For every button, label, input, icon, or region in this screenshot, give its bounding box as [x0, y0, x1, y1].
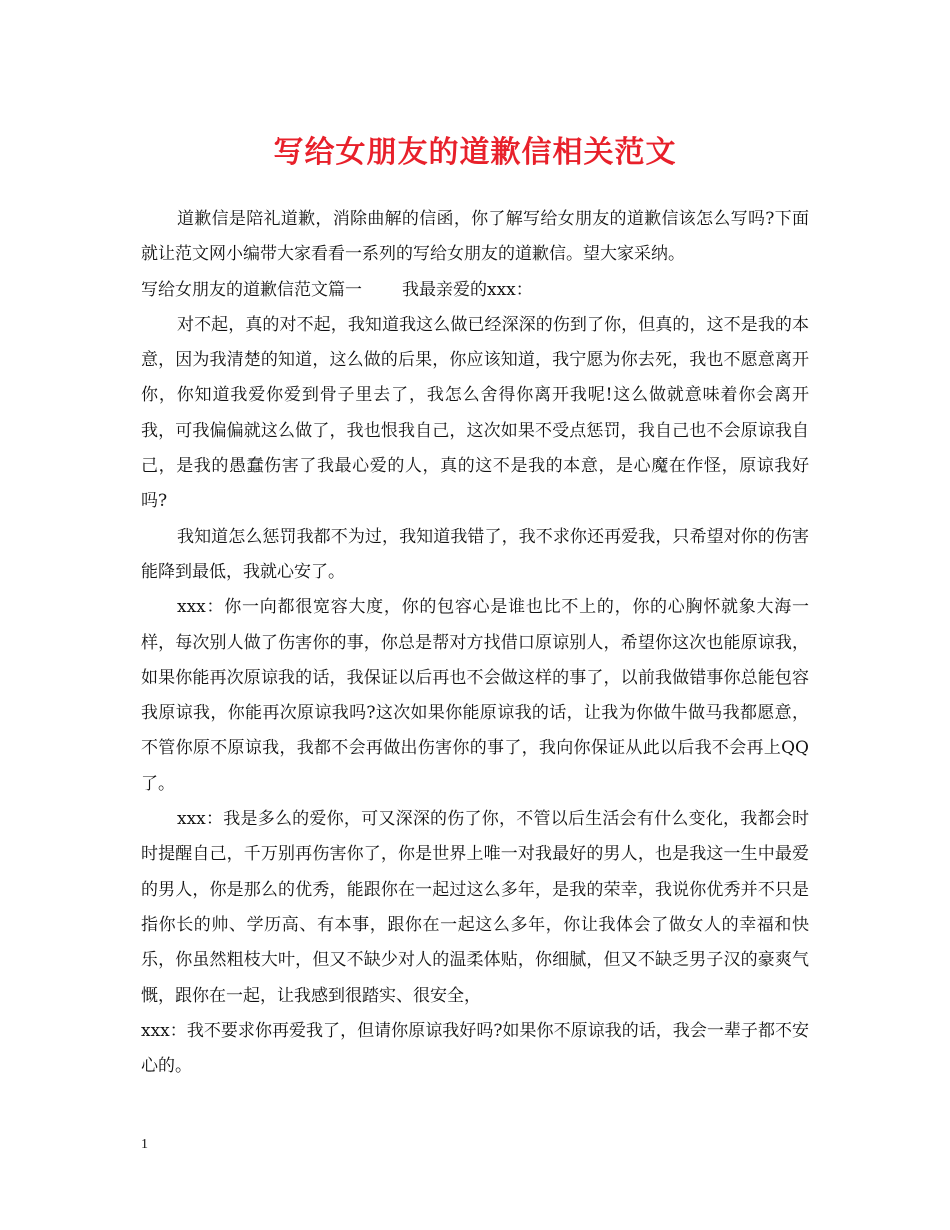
sample-heading: 写给女朋友的道歉信范文篇一 [141, 279, 362, 300]
sample-heading-line [141, 273, 809, 308]
document-title: 写给女朋友的道歉信相关范文 [273, 135, 677, 170]
intro-paragraph: 道歉信是陪礼道歉，消除曲解的信函，你了解写给女朋友的道歉信该怎么写吗?下面就让范文网小编带大家看看一系列的写给女朋友的道歉信。望大家采纳。 [141, 209, 809, 265]
salutation: 我最亲爱的xxx： [402, 279, 533, 300]
body-paragraph: xxx：我是多么的爱你，可又深深的伤了你，不管以后生活会有什么变化，我都会时时提醒自己，千万别再伤害你了，你是世界上唯一对我最好的男人，也是我这一生中最爱的男人，你是那么的优秀，能跟你在一起过这么多年，是我的荣幸，我说你优秀并不只是指你长的帅、学历高、有本事，跟你在一起这么多年，你让我体会了做女人的幸福和快乐，你虽然粗枝大叶，但又不缺少对人的温柔体贴，你细腻，但又不缺乏男子汉的豪爽气慨，跟你在一起，让我感到很踏实、很安全， [141, 809, 809, 1006]
body-paragraph: 我知道怎么惩罚我都不为过，我知道我错了，我不求你还再爱我，只希望对你的伤害能降到最低，我就心安了。 [141, 526, 809, 582]
document-body [141, 202, 809, 1084]
body-paragraph: xxx：你一向都很宽容大度，你的包容心是谁也比不上的，你的心胸怀就象大海一样，每次别人做了伤害你的事，你总是帮对方找借口原谅别人，希望你这次也能原谅我，如果你能再次原谅我的话，我保证以后再也不会做这样的事了，以前我做错事你总能包容我原谅我，你能再次原谅我吗?这次如果你能原谅我的话，让我为你做牛做马我都愿意，不管你原不原谅我，我都不会再做出伤害你的事了，我向你保证从此以后我不会再上QQ了。 [141, 597, 809, 794]
closing-paragraph: xxx：我不要求你再爱我了，但请你原谅我好吗?如果你不原谅我的话，我会一辈子都不安心的。 [141, 1020, 809, 1077]
body-paragraph: 对不起，真的对不起，我知道我这么做已经深深的伤到了你，但真的，这不是我的本意，因为我清楚的知道，这么做的后果，你应该知道，我宁愿为你去死，我也不愿意离开你，你知道我爱你爱到骨子里去了，我怎么舍得你离开我呢!这么做就意味着你会离开我，可我偏偏就这么做了，我也恨我自己，这次如果不受点惩罚，我自己也不会原谅我自己，是我的愚蠢伤害了我最心爱的人，真的这不是我的本意，是心魔在作怪，原谅我好吗? [141, 314, 809, 512]
page-number: 1 [141, 1137, 148, 1152]
